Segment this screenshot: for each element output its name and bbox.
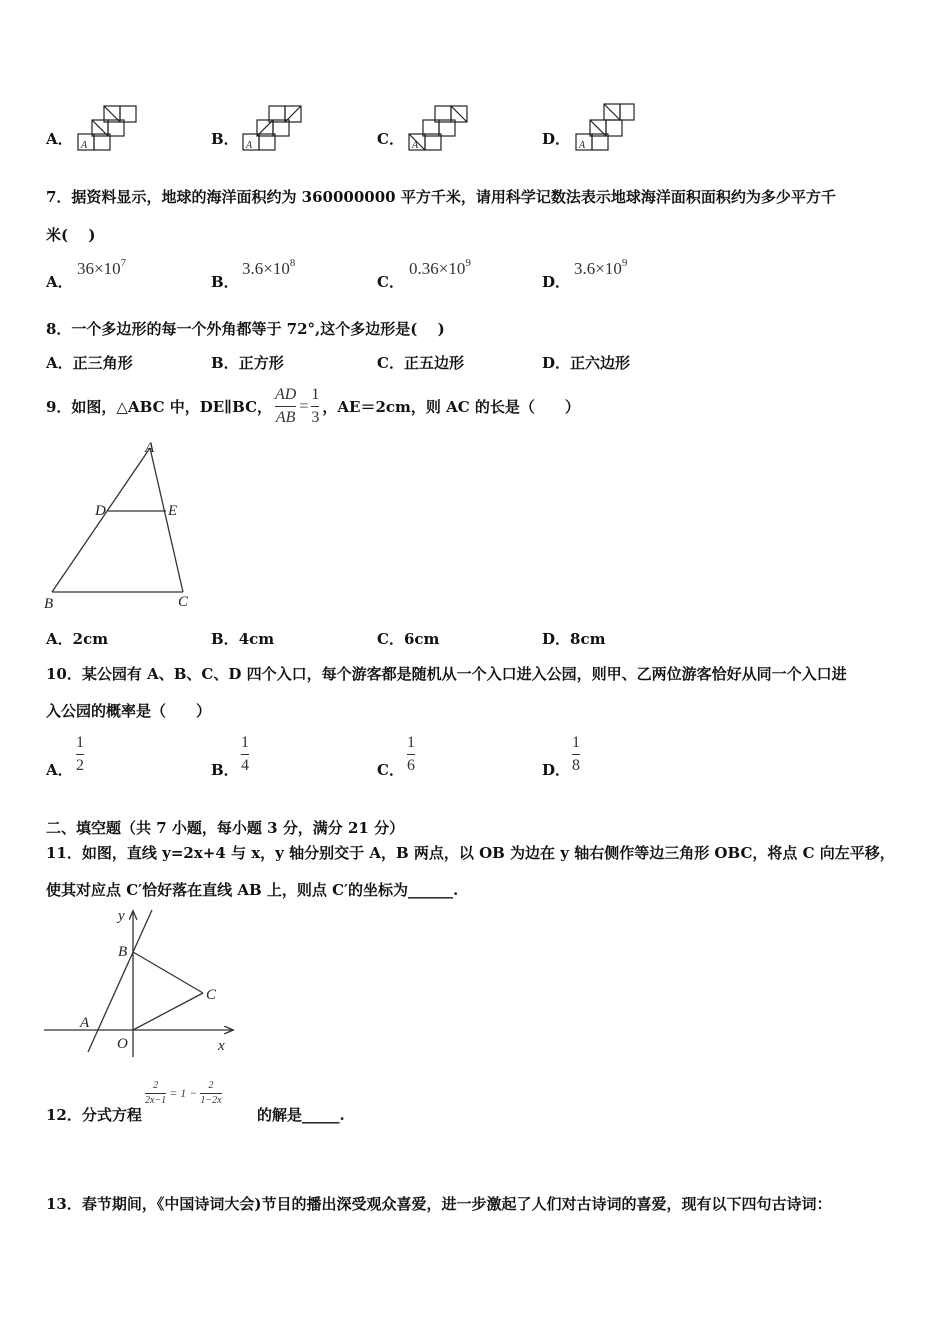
q9-c-text: 6cm bbox=[403, 630, 440, 648]
q10-option-b-fraction bbox=[241, 733, 249, 776]
q7-d-base: 3.6×10 bbox=[574, 259, 622, 278]
q8-option-a bbox=[46, 352, 133, 373]
q10-b-den: 4 bbox=[241, 757, 249, 774]
q9-d-letter: D． bbox=[542, 630, 571, 648]
q7-d-exp: 9 bbox=[621, 257, 628, 269]
q9-prefix: 9．如图，△ABC 中，DE∥BC， bbox=[46, 398, 273, 416]
fraction-bar bbox=[241, 754, 249, 755]
label-c: C bbox=[178, 594, 189, 610]
q6-option-d-letter: D． bbox=[542, 130, 571, 148]
segment-bc bbox=[133, 952, 203, 993]
q7-b-base: 3.6×10 bbox=[242, 259, 290, 278]
q10-option-c-fraction bbox=[407, 733, 415, 776]
q12-suffix: 的解是_____. bbox=[257, 1106, 345, 1124]
cube-net-icon bbox=[570, 100, 636, 152]
q8-d-letter: D． bbox=[542, 354, 571, 372]
section-2-title: 二、填空题（共 7 小题，每小题 3 分，满分 21 分） bbox=[46, 819, 405, 837]
q9-d-text: 8cm bbox=[570, 630, 606, 648]
q13-stem: 13．春节期间，《中国诗词大会)节目的播出深受观众喜爱，进一步激起了人们对古诗词的喜爱，现有以下四句古诗词： bbox=[46, 1195, 832, 1213]
q6-a-corner-label: A bbox=[81, 140, 88, 151]
q6-c-corner-label: A bbox=[412, 140, 419, 151]
q7-option-a-value bbox=[77, 259, 126, 279]
q6-option-c-letter: C． bbox=[377, 130, 404, 148]
fraction-bar bbox=[200, 1093, 221, 1094]
side-ab bbox=[52, 448, 150, 592]
q9-b-letter: B． bbox=[211, 630, 239, 648]
label-x-axis: x bbox=[218, 1038, 225, 1054]
label-c: C bbox=[206, 987, 217, 1003]
q7-option-c-value bbox=[409, 259, 471, 279]
q7-option-d-letter: D． bbox=[542, 273, 571, 291]
q9-option-c bbox=[377, 628, 439, 649]
label-a: A bbox=[145, 440, 155, 456]
q12-left-fraction bbox=[145, 1080, 166, 1107]
fraction-bar bbox=[76, 754, 84, 755]
segment-oc bbox=[133, 993, 203, 1030]
q9-fraction-value bbox=[311, 385, 319, 428]
q10-option-a-letter: A． bbox=[46, 761, 73, 779]
q9-val-den: 3 bbox=[311, 409, 320, 426]
q6-d-corner-label: A bbox=[579, 140, 586, 151]
label-e: E bbox=[168, 503, 178, 519]
q12-equation bbox=[145, 1080, 222, 1107]
q11-stem-line1: 11．如图，直线 y=2x+4 与 x，y 轴分别交于 A，B 两点，以 OB 为边在 y 轴右侧作等边三角形 OBC，将点 C 向左平移， bbox=[46, 844, 895, 862]
q10-option-b-letter: B． bbox=[211, 761, 239, 779]
q6-option-a-letter: A． bbox=[46, 130, 73, 148]
q12-prefix: 12．分式方程 bbox=[46, 1106, 142, 1124]
q9-option-b bbox=[211, 628, 274, 649]
q9-a-text: 2cm bbox=[72, 630, 109, 648]
q8-a-text: 正三角形 bbox=[72, 354, 133, 372]
q10-b-num: 1 bbox=[241, 734, 249, 751]
q10-c-num: 1 bbox=[407, 734, 415, 751]
q8-a-letter: A． bbox=[46, 354, 73, 372]
q10-option-d-letter: D． bbox=[542, 761, 571, 779]
side-ac bbox=[150, 448, 183, 592]
q7-option-a-letter: A． bbox=[46, 273, 73, 291]
q10-option-c-letter: C． bbox=[377, 761, 404, 779]
q12-right-fraction bbox=[200, 1080, 221, 1107]
fraction-bar bbox=[407, 754, 415, 755]
q12-left-den: 2x−1 bbox=[145, 1095, 167, 1106]
q9-b-text: 4cm bbox=[238, 630, 275, 648]
q10-d-den: 8 bbox=[572, 757, 580, 774]
q7-option-b-letter: B． bbox=[211, 273, 239, 291]
q8-c-text: 正五边形 bbox=[403, 354, 464, 372]
q7-option-d-value bbox=[574, 259, 627, 279]
q7-stem-line1: 7．据资料显示，地球的海洋面积约为 360000000 平方千米，请用科学记数法表示地球海洋面积面积约为多少平方千 bbox=[46, 188, 836, 206]
fraction-bar bbox=[311, 406, 319, 407]
q9-val-num: 1 bbox=[311, 386, 320, 403]
q7-option-b-value bbox=[242, 259, 295, 279]
q9-a-letter: A． bbox=[46, 630, 73, 648]
q7-a-base: 36×10 bbox=[77, 259, 121, 278]
q7-stem-line2: 米( ) bbox=[46, 226, 96, 244]
q11-stem-line2: 使其对应点 C′恰好落在直线 AB 上，则点 C′的坐标为______. bbox=[46, 881, 459, 899]
q12-left-num: 2 bbox=[153, 1080, 159, 1091]
q8-c-letter: C． bbox=[377, 354, 404, 372]
q9-option-d bbox=[542, 628, 605, 649]
q6-option-b-letter: B． bbox=[211, 130, 239, 148]
fraction-bar bbox=[275, 406, 296, 407]
q11-coordinate-figure bbox=[40, 902, 245, 1062]
label-b: B bbox=[118, 944, 128, 960]
q7-b-exp: 8 bbox=[289, 257, 296, 269]
q12-eq-mid: = 1 − bbox=[169, 1086, 198, 1100]
cube-net-icon bbox=[405, 102, 471, 152]
q10-stem-line1: 10．某公园有 A、B、C、D 四个入口，每个游客都是随机从一个入口进入公园，则甲、乙两位游客恰好从同一个入口进 bbox=[46, 665, 847, 683]
q8-b-text: 正方形 bbox=[238, 354, 284, 372]
q8-stem: 8．一个多边形的每一个外角都等于 72°,这个多边形是( ) bbox=[46, 320, 445, 338]
label-y-axis: y bbox=[118, 908, 125, 924]
q7-a-exp: 7 bbox=[120, 257, 127, 269]
q8-b-letter: B． bbox=[211, 354, 239, 372]
q10-a-den: 2 bbox=[76, 757, 84, 774]
cube-net-icon bbox=[239, 102, 305, 152]
label-b: B bbox=[44, 596, 54, 612]
cube-net-icon bbox=[74, 102, 140, 152]
q9-c-letter: C． bbox=[377, 630, 404, 648]
q10-option-d-fraction bbox=[572, 733, 580, 776]
label-o: O bbox=[117, 1036, 128, 1052]
label-d: D bbox=[95, 503, 106, 519]
line-ab bbox=[88, 910, 152, 1052]
q10-a-num: 1 bbox=[76, 734, 84, 751]
q10-c-den: 6 bbox=[407, 757, 415, 774]
q10-option-a-fraction bbox=[76, 733, 84, 776]
q12-right-num: 2 bbox=[208, 1080, 214, 1091]
fraction-bar bbox=[145, 1093, 166, 1094]
q6-b-corner-label: A bbox=[246, 140, 253, 151]
q9-triangle-figure bbox=[40, 438, 200, 613]
q9-suffix: ，AE＝2cm，则 AC 的长是（ ） bbox=[322, 398, 580, 416]
label-a: A bbox=[80, 1015, 90, 1031]
q8-option-b bbox=[211, 352, 284, 373]
q9-stem bbox=[46, 385, 580, 428]
q9-option-a bbox=[46, 628, 108, 649]
q8-option-d bbox=[542, 352, 630, 373]
q7-c-exp: 9 bbox=[465, 257, 471, 269]
q9-fraction-ad-ab bbox=[275, 385, 296, 428]
q9-frac-den: AB bbox=[275, 409, 296, 426]
q7-c-base: 0.36×10 bbox=[409, 259, 466, 278]
q9-equals: = bbox=[299, 397, 309, 415]
q12-right-den: 1−2x bbox=[200, 1095, 222, 1106]
q9-frac-num: AD bbox=[275, 386, 297, 403]
fraction-bar bbox=[572, 754, 580, 755]
q7-option-c-letter: C． bbox=[377, 273, 404, 291]
q8-d-text: 正六边形 bbox=[570, 354, 631, 372]
q10-stem-line2: 入公园的概率是（ ） bbox=[46, 702, 212, 720]
q8-option-c bbox=[377, 352, 464, 373]
q10-d-num: 1 bbox=[572, 734, 580, 751]
